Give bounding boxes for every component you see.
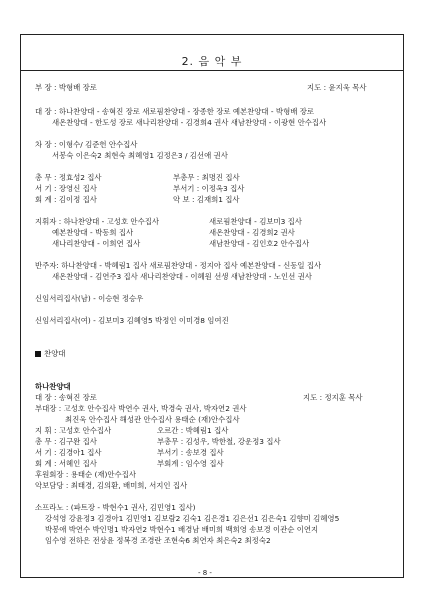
conductors-line-1: 지휘자 : 하나찬양대 - 고성호 안수집사	[35, 217, 159, 226]
accompanists-line-1: 반주자: 하나찬양대 - 박혜림1 집사 새로핌찬양대 - 정지아 집사 예본찬양대 - 신동일 집사	[35, 261, 322, 270]
hana-vice-leaders-1: 부대장 : 고성호 안수집사 박연수 권사, 박경숙 권사, 박자연2 권사	[35, 404, 247, 413]
conductors-line-2: 새로핌찬양대 - 김보미3 집사	[209, 217, 302, 226]
hana-general-affairs: 총 무 : 김구완 집사	[35, 437, 97, 446]
new-deacons-female: 신임서리집사(여) - 김보미3 김혜영5 박정인 이미경8 임여진	[35, 316, 229, 325]
vice-secretary: 부서기 : 이정옥3 집사	[173, 184, 245, 193]
hana-vice-treasurer: 부회계 : 임수영 집사	[157, 459, 224, 468]
choir-section-heading	[35, 349, 65, 359]
hana-treasurer: 회 계 : 서혜인 집사	[35, 459, 97, 468]
soprano-members-2: 박봉애 박연수 박인명1 박자연2 박현수1 배경남 배미희 백희영 송보경 이관순 이연지	[45, 525, 319, 534]
score-manager: 악 보 : 김재희1 집사	[173, 195, 240, 204]
hana-supervisor: 지도 : 정지훈 목사	[303, 393, 363, 402]
square-bullet-icon	[35, 351, 41, 357]
choir-section-label: 찬양대	[44, 349, 66, 358]
accompanists-line-2: 새온찬양대 - 김연주3 집사 새나리찬양대 - 이혜원 선생 새남찬양대 - 노인선 권사	[52, 272, 312, 281]
hana-leader: 대 장 : 송혁진 장로	[35, 393, 97, 402]
treasurer: 회 계 : 김이정 집사	[35, 195, 97, 204]
conductors-line-5: 새나리찬양대 - 이희연 집사	[52, 239, 141, 248]
page-number: - 8 -	[198, 569, 212, 577]
general-affairs: 총 무 : 정효성2 집사	[35, 173, 102, 182]
hana-support-head: 후원회장 : 용태순 (재)안수집사	[35, 470, 136, 479]
secretary: 서 기 : 장영신 집사	[35, 184, 97, 193]
hana-choir-title: 하나찬양대	[35, 382, 71, 391]
conductors-line-6: 새남찬양대 - 김인호2 안수집사	[209, 239, 310, 248]
section-title: 2. 음 악 부	[181, 55, 243, 68]
choir-leaders-line-2: 새온찬양대 - 한도성 장로 새나리찬양대 - 김경희4 권사 새남찬양대 - 이광현 안수집사	[52, 118, 327, 127]
vice-leaders-line-2: 서봉숙 이은숙2 최현숙 최혜영1 김정은3 / 김선애 권사	[52, 151, 228, 160]
hana-secretary: 서 기 : 김경아1 집사	[35, 448, 102, 457]
choir-director-line: 부 장 : 박형배 장로	[35, 83, 97, 92]
soprano-members-1: 강석영 강윤정3 김경아1 김민영1 김보람2 김숙1 김은경1 김은선1 김은숙1 김향미 김혜영5	[45, 514, 340, 523]
hana-organist: 오르간 : 박혜림1 집사	[157, 426, 229, 435]
hana-vice-general-affairs: 부총무 : 김성우, 박한철, 강운정3 집사	[157, 437, 281, 446]
vice-leaders-line-1: 차 장 : 이형수/ 김준헌 안수집사	[35, 140, 138, 149]
conductors-line-3: 예본찬양대 - 박동희 집사	[52, 228, 134, 237]
choir-leaders-line-1: 대 장 : 하나찬양대 - 송혁진 장로 새로핌찬양대 - 장종한 장로 예본찬양대 - 박형배 장로	[35, 107, 314, 116]
hana-vice-secretary: 부서기 : 송보경 집사	[157, 448, 224, 457]
hana-score-managers: 악보담당 : 최태경, 김의환, 배미희, 서지인 집사	[35, 481, 188, 490]
vice-general-affairs: 부총무 : 최명진 집사	[173, 173, 240, 182]
conductors-line-4: 새온찬양대 - 김경희2 권사	[209, 228, 295, 237]
page-frame	[20, 34, 404, 578]
new-deacons-male: 신임서리집사(남) - 이승현 정승우	[35, 294, 144, 303]
hana-vice-leaders-2: 최진욱 안수집사 해성관 안수집사 용태순 (재)안수집사	[65, 415, 240, 424]
soprano-header: 소프라노 : (파트장 - 박현수1 권사, 김민영1 집사)	[35, 503, 196, 512]
title-divider	[21, 70, 403, 71]
soprano-members-3: 임수영 전하은 전상윤 정복경 조경란 조현숙6 최연자 최은숙2 최정숙2	[45, 536, 271, 545]
choir-supervisor-line: 지도 : 윤지욱 목사	[307, 83, 367, 92]
hana-conductor: 지 휘 : 고성호 안수집사	[35, 426, 112, 435]
